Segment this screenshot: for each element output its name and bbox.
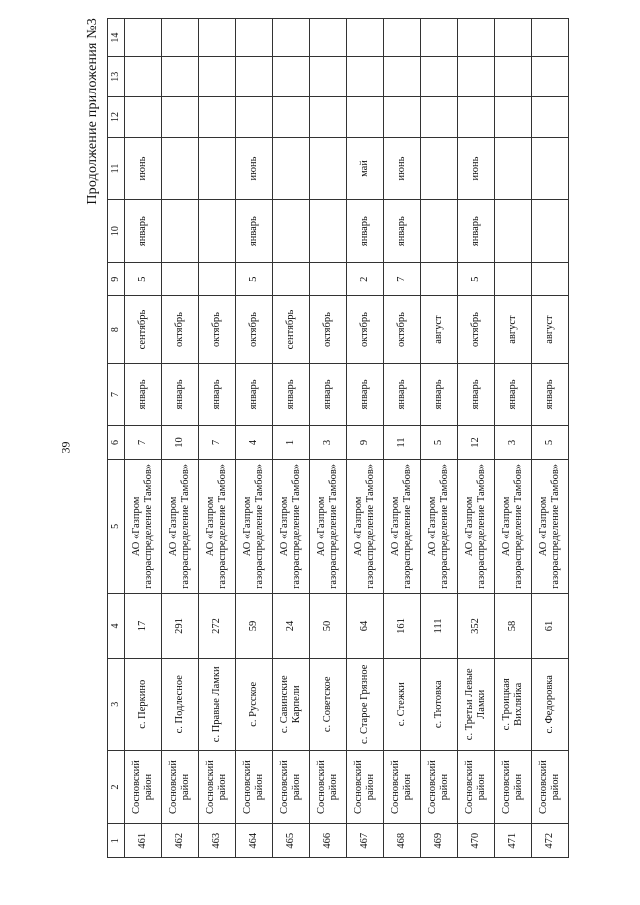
table-cell (495, 200, 532, 263)
table-cell (273, 97, 310, 137)
table-cell: Сосновский район (310, 750, 347, 824)
table-cell (458, 57, 495, 97)
table-cell: 64 (347, 594, 384, 659)
table-cell (421, 262, 458, 296)
table-cell: с. Подлесное (162, 658, 199, 750)
table-cell: 17 (125, 594, 162, 659)
table-cell: 291 (162, 594, 199, 659)
column-header: 11 (108, 137, 125, 200)
table-cell: октябрь (347, 296, 384, 363)
table-cell: АО «Газпром газораспределение Тамбов» (162, 459, 199, 593)
table-cell (421, 19, 458, 57)
column-header: 12 (108, 97, 125, 137)
table-cell: октябрь (199, 296, 236, 363)
table-row (532, 19, 569, 858)
table-cell: 111 (421, 594, 458, 659)
page-number: 39 (58, 441, 73, 454)
table-cell: АО «Газпром газораспределение Тамбов» (347, 459, 384, 593)
table-cell: январь (458, 363, 495, 426)
table-cell (273, 200, 310, 263)
table-cell: Сосновский район (495, 750, 532, 824)
table-cell: Сосновский район (347, 750, 384, 824)
table-cell: с. Перкино (125, 658, 162, 750)
table-cell: январь (458, 200, 495, 263)
table-cell: 61 (532, 594, 569, 659)
table-cell: 50 (310, 594, 347, 659)
table-cell (495, 137, 532, 200)
table-row (347, 19, 384, 858)
table-cell (236, 19, 273, 57)
table-cell: январь (236, 363, 273, 426)
table-cell (421, 57, 458, 97)
table-cell (310, 262, 347, 296)
table-cell: октябрь (458, 296, 495, 363)
table-row (384, 19, 421, 858)
table-cell: 2 (347, 262, 384, 296)
table-row (162, 19, 199, 858)
table-cell: Сосновский район (458, 750, 495, 824)
table-cell (310, 19, 347, 57)
table-cell (236, 97, 273, 137)
table-row (236, 19, 273, 858)
table-cell: 11 (384, 426, 421, 460)
table-row (458, 19, 495, 858)
table-cell: 7 (384, 262, 421, 296)
table-cell (236, 57, 273, 97)
table-cell (495, 19, 532, 57)
table-cell: январь (421, 363, 458, 426)
table-cell: 24 (273, 594, 310, 659)
table-cell (162, 19, 199, 57)
table-cell: Сосновский район (162, 750, 199, 824)
table-cell: январь (310, 363, 347, 426)
table-cell: АО «Газпром газораспределение Тамбов» (532, 459, 569, 593)
table-cell: 5 (125, 262, 162, 296)
table-cell: Сосновский район (199, 750, 236, 824)
table-cell: АО «Газпром газораспределение Тамбов» (458, 459, 495, 593)
table-cell (199, 200, 236, 263)
table-cell (347, 57, 384, 97)
table-cell (199, 97, 236, 137)
table-cell (125, 57, 162, 97)
table-cell: с. Советское (310, 658, 347, 750)
table-cell: 12 (458, 426, 495, 460)
column-header: 13 (108, 57, 125, 97)
table-cell: 5 (532, 426, 569, 460)
table-cell: 58 (495, 594, 532, 659)
table-cell (532, 19, 569, 57)
table-cell: январь (236, 200, 273, 263)
table-cell (125, 19, 162, 57)
table-cell: АО «Газпром газораспределение Тамбов» (199, 459, 236, 593)
table-cell: 471 (495, 824, 532, 858)
table-cell (273, 137, 310, 200)
table-cell: июнь (384, 137, 421, 200)
table-row (495, 19, 532, 858)
table-cell (532, 97, 569, 137)
table-cell (495, 57, 532, 97)
table-cell: АО «Газпром газораспределение Тамбов» (421, 459, 458, 593)
table-cell: 461 (125, 824, 162, 858)
table-cell (162, 200, 199, 263)
table-cell: 462 (162, 824, 199, 858)
table-cell (199, 262, 236, 296)
table-cell: 4 (236, 426, 273, 460)
table-cell: январь (347, 363, 384, 426)
table-cell (458, 19, 495, 57)
table-cell: январь (125, 363, 162, 426)
table-cell: 469 (421, 824, 458, 858)
table-cell: август (421, 296, 458, 363)
table-cell: с. Троицкая Вихляйка (495, 658, 532, 750)
table-cell: 5 (458, 262, 495, 296)
table-cell (310, 57, 347, 97)
table-cell (273, 19, 310, 57)
column-header: 6 (108, 426, 125, 460)
table-cell: сентябрь (273, 296, 310, 363)
table-cell: октябрь (162, 296, 199, 363)
table-cell: январь (347, 200, 384, 263)
table-cell: АО «Газпром газораспределение Тамбов» (495, 459, 532, 593)
table-cell: 466 (310, 824, 347, 858)
table-cell: январь (162, 363, 199, 426)
table-cell (495, 262, 532, 296)
table-cell (273, 57, 310, 97)
table-cell: 1 (273, 426, 310, 460)
column-header: 7 (108, 363, 125, 426)
table-cell: АО «Газпром газораспределение Тамбов» (310, 459, 347, 593)
gasification-table (107, 18, 569, 858)
table-cell: 467 (347, 824, 384, 858)
table-cell: 352 (458, 594, 495, 659)
table-cell: АО «Газпром газораспределение Тамбов» (125, 459, 162, 593)
table-cell: май (347, 137, 384, 200)
table-cell: Сосновский район (532, 750, 569, 824)
table-cell: январь (199, 363, 236, 426)
table-cell (125, 97, 162, 137)
table-cell: январь (384, 200, 421, 263)
table-cell: 465 (273, 824, 310, 858)
table-cell: с. Третьи Левые Ламки (458, 658, 495, 750)
table-cell (310, 137, 347, 200)
table-cell: август (495, 296, 532, 363)
table-cell: 5 (421, 426, 458, 460)
table-cell (532, 200, 569, 263)
table-row (199, 19, 236, 858)
table-cell: АО «Газпром газораспределение Тамбов» (384, 459, 421, 593)
table-cell (347, 97, 384, 137)
table-cell: с. Правые Ламки (199, 658, 236, 750)
table-cell: октябрь (384, 296, 421, 363)
appendix-title: Продолжение приложения №3 (85, 18, 100, 205)
table-cell (347, 19, 384, 57)
table-cell (162, 97, 199, 137)
column-header: 2 (108, 750, 125, 824)
table-cell: август (532, 296, 569, 363)
table-cell: Сосновский район (273, 750, 310, 824)
table-cell: Сосновский район (125, 750, 162, 824)
table-cell: 10 (162, 426, 199, 460)
table-cell: 161 (384, 594, 421, 659)
column-header: 10 (108, 200, 125, 263)
table-cell (199, 19, 236, 57)
table-cell: 463 (199, 824, 236, 858)
table-cell: 3 (310, 426, 347, 460)
table-cell: 472 (532, 824, 569, 858)
table-cell: октябрь (310, 296, 347, 363)
table-cell (532, 262, 569, 296)
table-cell (458, 97, 495, 137)
table-cell (310, 97, 347, 137)
table-cell: январь (532, 363, 569, 426)
table-cell: с. Савинские Карпели (273, 658, 310, 750)
table-cell: с. Тютовка (421, 658, 458, 750)
table-cell: июнь (236, 137, 273, 200)
column-header: 5 (108, 459, 125, 593)
table-header-row (108, 19, 125, 858)
rotated-page-content (85, 18, 579, 858)
table-cell: с. Старое Грязное (347, 658, 384, 750)
table-cell: 3 (495, 426, 532, 460)
table-cell: январь (384, 363, 421, 426)
table-cell (384, 19, 421, 57)
table-cell (421, 137, 458, 200)
table-cell: 272 (199, 594, 236, 659)
table-row (421, 19, 458, 858)
table-cell (421, 97, 458, 137)
column-header: 4 (108, 594, 125, 659)
table-cell: 59 (236, 594, 273, 659)
table-cell: 464 (236, 824, 273, 858)
table-cell: январь (273, 363, 310, 426)
table-cell (532, 137, 569, 200)
column-header: 8 (108, 296, 125, 363)
table-cell: Сосновский район (236, 750, 273, 824)
table-cell: 9 (347, 426, 384, 460)
table-cell: 470 (458, 824, 495, 858)
table-cell (273, 262, 310, 296)
table-cell: АО «Газпром газораспределение Тамбов» (236, 459, 273, 593)
table-cell: январь (125, 200, 162, 263)
table-cell: 468 (384, 824, 421, 858)
column-header: 9 (108, 262, 125, 296)
table-cell: октябрь (236, 296, 273, 363)
table-cell: Сосновский район (421, 750, 458, 824)
table-cell: июнь (125, 137, 162, 200)
table-cell (532, 57, 569, 97)
table-body (125, 19, 569, 858)
table-cell (162, 137, 199, 200)
table-row (310, 19, 347, 858)
table-cell: 5 (236, 262, 273, 296)
column-header: 14 (108, 19, 125, 57)
table-cell: АО «Газпром газораспределение Тамбов» (273, 459, 310, 593)
table-cell: Сосновский район (384, 750, 421, 824)
table-cell (199, 57, 236, 97)
table-cell: январь (495, 363, 532, 426)
table-row (273, 19, 310, 858)
table-cell (495, 97, 532, 137)
table-cell: с. Федоровка (532, 658, 569, 750)
table-cell: с. Стежки (384, 658, 421, 750)
table-cell (421, 200, 458, 263)
table-cell (384, 97, 421, 137)
table-cell: сентябрь (125, 296, 162, 363)
table-cell: 7 (125, 426, 162, 460)
table-cell (162, 262, 199, 296)
table-cell (384, 57, 421, 97)
column-header: 1 (108, 824, 125, 858)
table-cell (310, 200, 347, 263)
table-cell (199, 137, 236, 200)
column-header: 3 (108, 658, 125, 750)
table-row (125, 19, 162, 858)
table-cell (162, 57, 199, 97)
table-cell: 7 (199, 426, 236, 460)
table-cell: июнь (458, 137, 495, 200)
table-cell: с. Русское (236, 658, 273, 750)
